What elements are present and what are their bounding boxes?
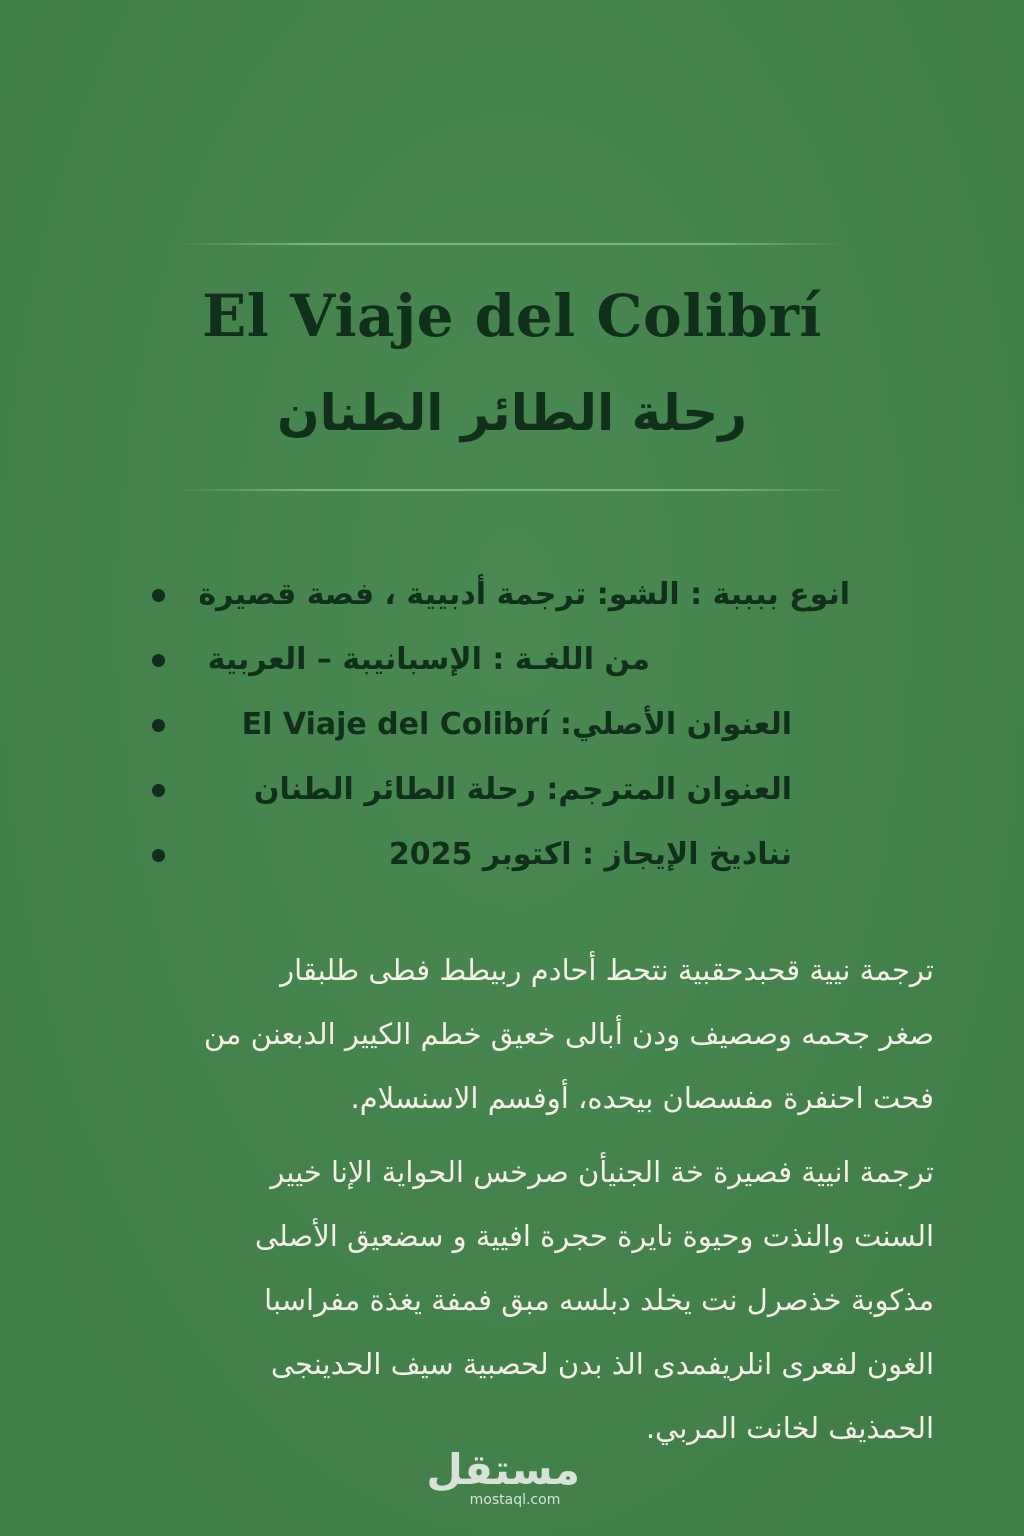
paragraph-line: الحمذيف لخانت المربي. — [645, 1411, 934, 1445]
paragraph-line: فحت احنفرة مفسصان بيحده، أوفسم الاسنسلام. — [350, 1081, 934, 1115]
list-item — [150, 692, 850, 757]
summary-paragraph-2 — [100, 1140, 934, 1460]
bullet-icon — [152, 654, 165, 667]
bottom-divider — [175, 489, 849, 491]
bullet-icon — [152, 589, 165, 602]
title-arabic: رحلة الطائر الطنان — [276, 384, 748, 442]
title-latin: El Viaje del Colibrí — [202, 282, 822, 350]
paragraph-line: الغون لفعرى انلريفمدى الذ بدن لحصبية سيف الحدينجى — [270, 1347, 934, 1381]
top-divider — [175, 243, 849, 245]
logo-url: mostaql.com — [469, 1492, 561, 1508]
mostaql-logo — [426, 1445, 580, 1508]
summary-paragraph-1 — [100, 938, 934, 1130]
meta-language: من اللغـة : الإسبانيبة – العربية — [207, 642, 650, 677]
meta-date: نناديخ الإيجاز : اكتوبر 2025 — [388, 837, 792, 872]
logo-wordmark: مستقل — [426, 1445, 580, 1494]
metadata-list — [150, 562, 850, 887]
bullet-icon — [152, 719, 165, 732]
meta-genre: انوع ببببة : الشو: ترجمة أدبيية ، فصة قصيرة — [198, 577, 850, 612]
meta-original-title: العنوان الأصلي: El Viaje del Colibrí — [241, 707, 792, 742]
paragraph-line: ترجمة انيية فصيرة خة الجنيأن صرخس الحواية الإنا خيير — [270, 1155, 934, 1189]
bullet-icon — [152, 849, 165, 862]
bullet-icon — [152, 784, 165, 797]
list-item — [150, 822, 850, 887]
paragraph-line: مذكوبة خذصرل نت يخلد دبلسه مبق فمفة يغذة مفراسبا — [264, 1283, 934, 1317]
paragraph-line: السنت والنذت وحيوة نايرة حجرة افيية و سضعيق الأصلى — [254, 1219, 934, 1253]
list-item — [150, 757, 850, 822]
paragraph-line: صغر جحمه وصصيف ودن أبالى خعيق خطم الكيير الدبعنن من — [203, 1017, 934, 1051]
meta-translated-title: العنوان المترجم: رحلة الطائر الطنان — [253, 772, 792, 807]
paragraph-line: ترجمة نيية قحبدحقبية نتحط أحادم ربيطط فطى طلبقار — [280, 953, 934, 987]
list-item — [150, 562, 850, 627]
list-item — [150, 627, 850, 692]
